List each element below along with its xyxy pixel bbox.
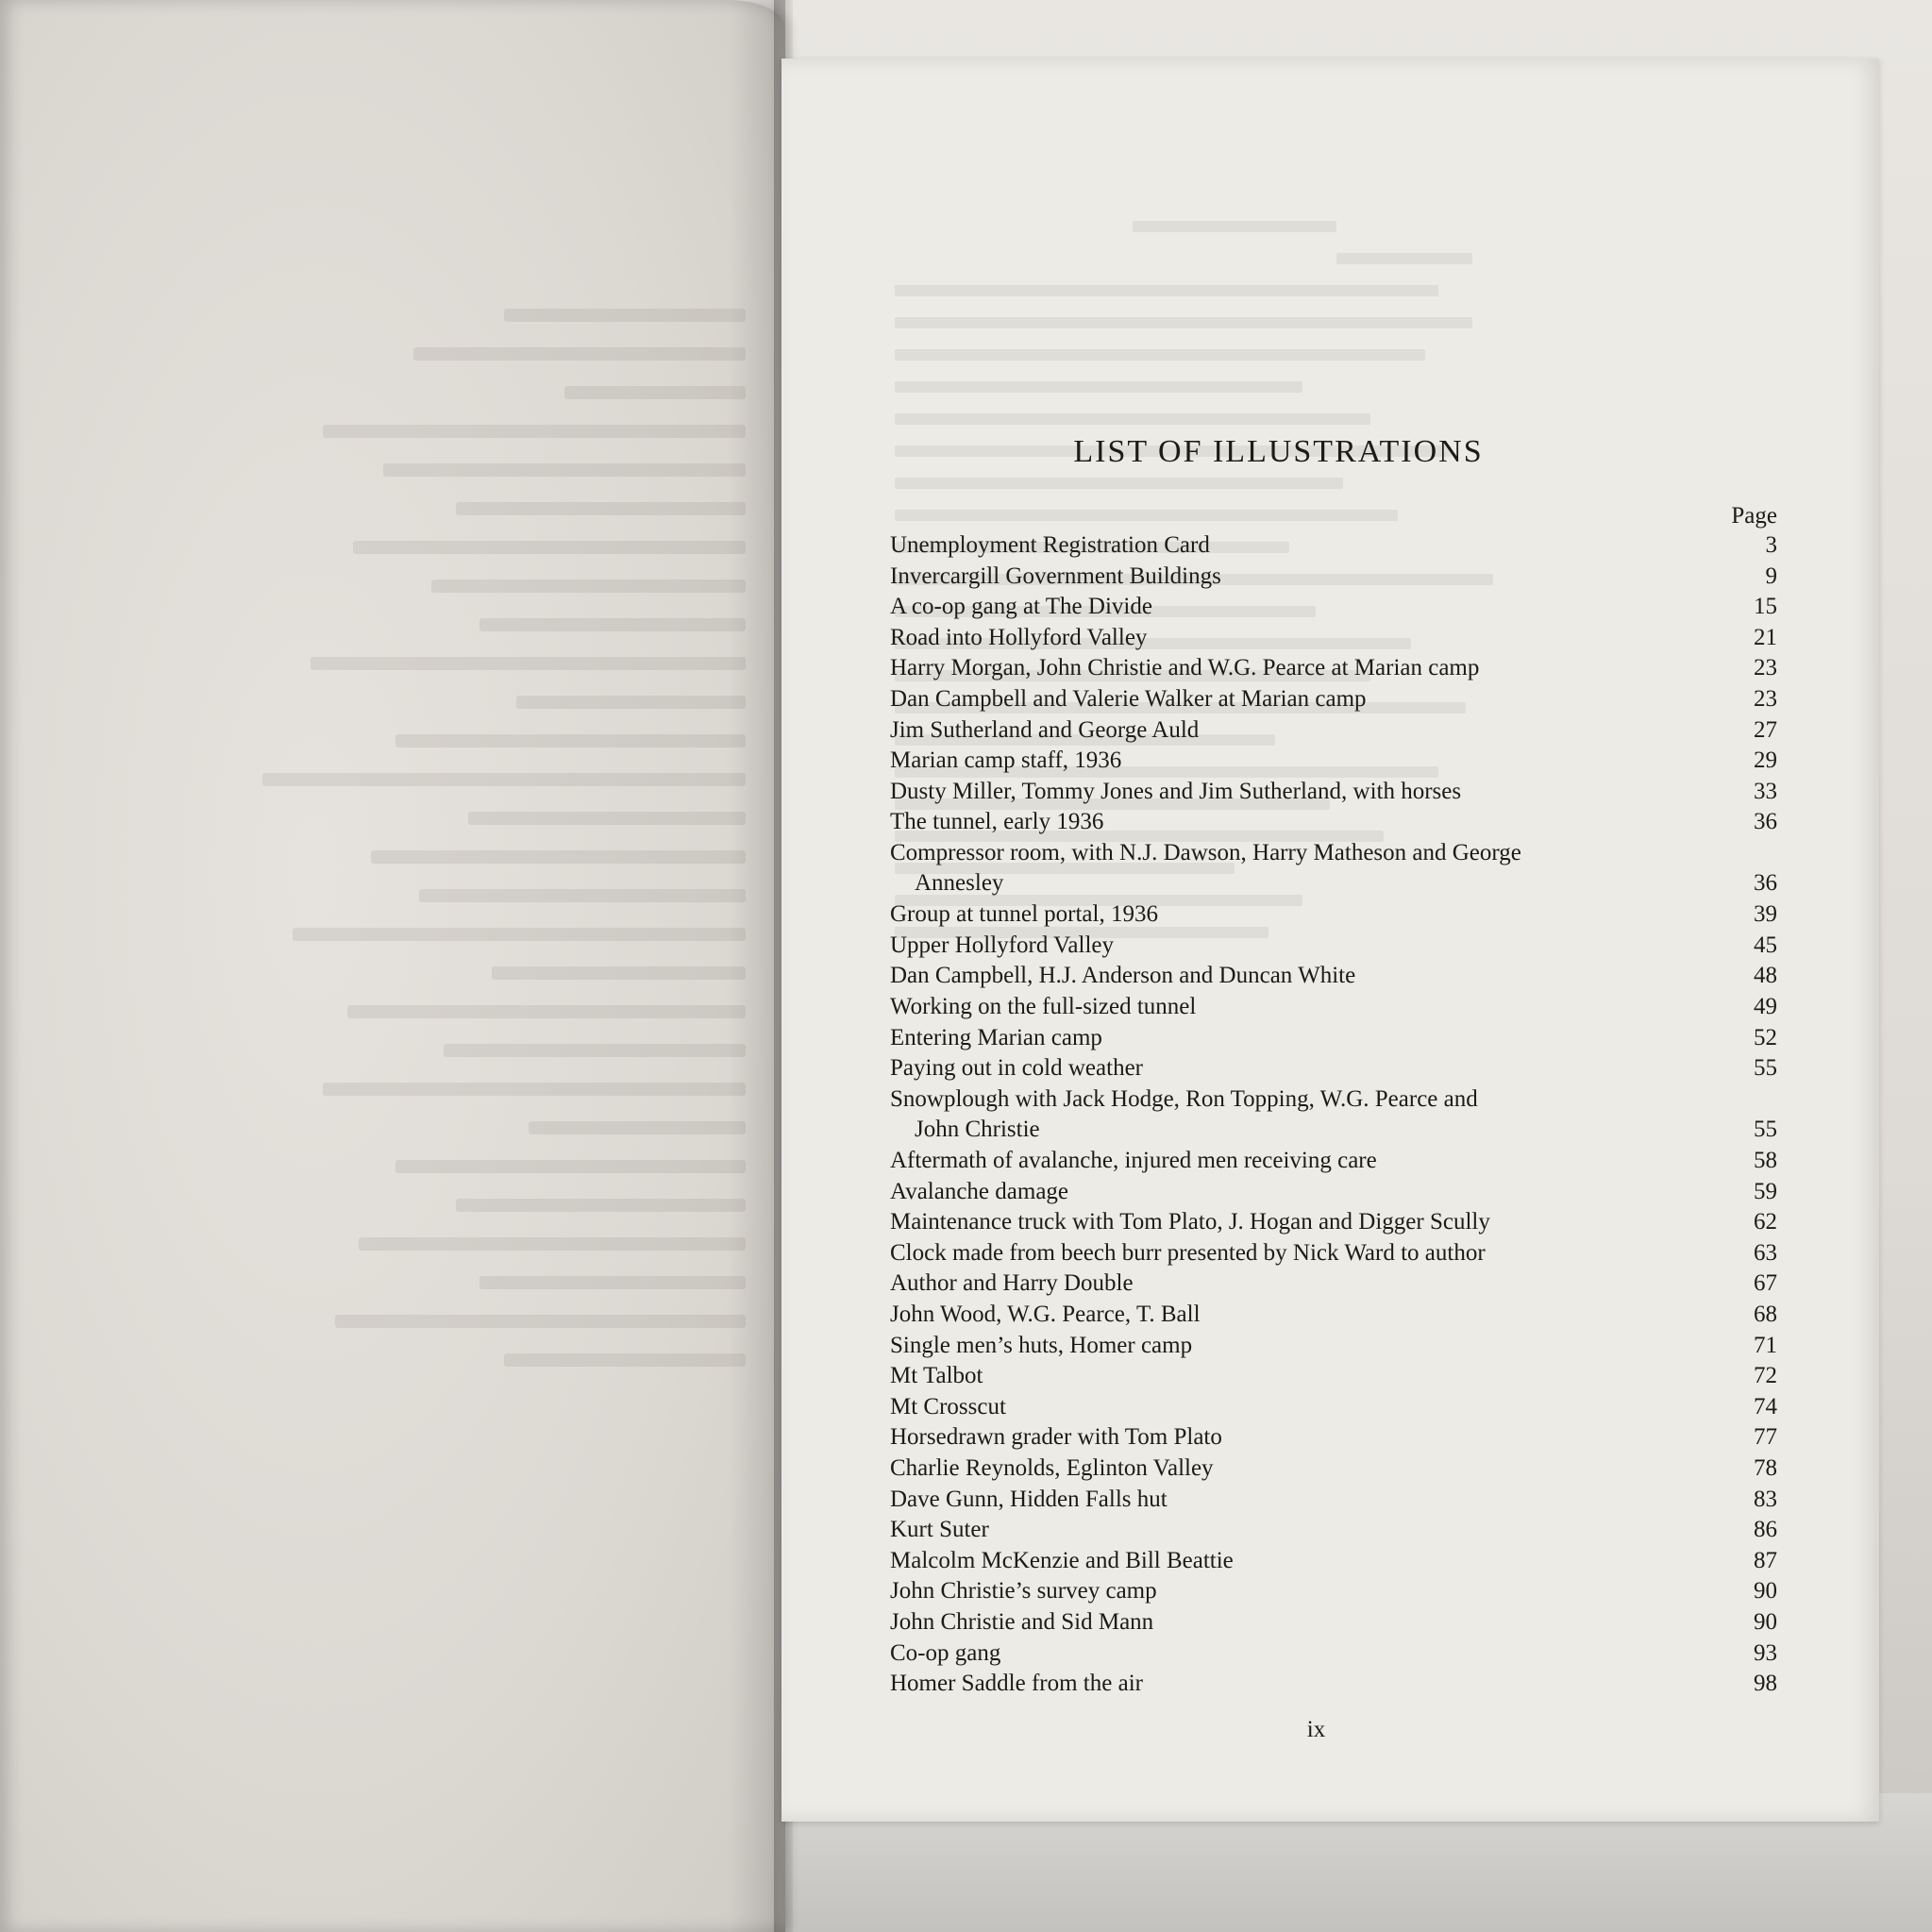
illustration-page-number: 39 (1754, 901, 1777, 928)
list-item (890, 746, 1777, 776)
illustration-title: John Christie and Sid Mann (890, 1609, 1154, 1635)
illustration-page-number: 83 (1754, 1486, 1777, 1512)
page-column-header: Page (1731, 503, 1777, 529)
list-item (890, 1515, 1777, 1545)
list-item (890, 1238, 1777, 1268)
list-item (890, 623, 1777, 653)
illustration-page-number: 78 (1754, 1455, 1777, 1481)
page-number-text: ix (1306, 1717, 1326, 1742)
illustration-title: Paying out in cold weather (890, 1055, 1143, 1082)
illustration-title: Marian camp staff, 1936 (890, 748, 1122, 774)
list-item (890, 592, 1777, 622)
illustration-title: A co-op gang at The Divide (890, 594, 1152, 620)
illustration-page-number: 3 (1765, 532, 1777, 558)
illustration-page-number: 49 (1754, 994, 1777, 1019)
illustration-page-number: 98 (1754, 1671, 1777, 1697)
illustration-title: Kurt Suter (890, 1517, 989, 1543)
left-page (0, 0, 785, 1932)
list-item (890, 1331, 1777, 1361)
illustration-page-number: 36 (1754, 809, 1777, 835)
list-item (890, 1053, 1777, 1084)
list-item (890, 1146, 1777, 1176)
illustration-page-number: 55 (1754, 1116, 1777, 1142)
illustration-title: Avalanche damage (890, 1178, 1069, 1204)
illustration-page-number: 62 (1754, 1209, 1777, 1235)
illustration-title: Harry Morgan, John Christie and W.G. Pearce at Marian camp (890, 655, 1480, 681)
illustration-page-number: 52 (1754, 1024, 1777, 1050)
illustration-page-number: 68 (1754, 1302, 1777, 1327)
illustration-title: Aftermath of avalanche, injured men receiving care (890, 1148, 1377, 1173)
illustration-page-number: 9 (1765, 563, 1777, 589)
right-page (781, 59, 1879, 1822)
illustration-title: John Christie’s survey camp (890, 1578, 1157, 1604)
illustration-title: Malcolm McKenzie and Bill Beattie (890, 1547, 1234, 1573)
list-item (890, 807, 1777, 837)
illustration-title: The tunnel, early 1936 (890, 809, 1104, 835)
illustration-page-number: 93 (1754, 1639, 1777, 1666)
page-title (781, 434, 1879, 470)
illustration-page-number: 90 (1754, 1578, 1777, 1604)
list-item (890, 1485, 1777, 1515)
illustration-page-number: 90 (1754, 1609, 1777, 1635)
illustration-page-number: 59 (1754, 1178, 1777, 1204)
illustration-title: Mt Crosscut (890, 1393, 1006, 1420)
page-title-text: LIST OF ILLUSTRATIONS (1073, 434, 1484, 469)
list-item (890, 562, 1777, 592)
illustration-title: Upper Hollyford Valley (890, 932, 1114, 958)
illustration-page-number: 67 (1754, 1270, 1777, 1297)
list-item (890, 1392, 1777, 1422)
list-item (890, 1361, 1777, 1391)
illustration-title: Snowplough with Jack Hodge, Ron Topping, W.G. Pearce and (890, 1085, 1478, 1112)
illustration-page-number: 48 (1754, 963, 1777, 989)
illustration-page-number: 27 (1754, 716, 1777, 743)
illustration-page-number: 33 (1754, 778, 1777, 804)
list-item (890, 838, 1777, 899)
list-item (890, 1607, 1777, 1638)
illustration-title: Author and Harry Double (890, 1270, 1134, 1297)
illustration-title: Entering Marian camp (890, 1024, 1102, 1050)
list-item (890, 653, 1777, 683)
list-item (890, 961, 1777, 991)
illustration-title: Single men’s huts, Homer camp (890, 1332, 1193, 1358)
illustration-page-number: 45 (1754, 932, 1777, 958)
illustration-title: Mt Talbot (890, 1363, 983, 1389)
list-item (890, 777, 1777, 807)
list-item (890, 1207, 1777, 1237)
illustration-title: Charlie Reynolds, Eglinton Valley (890, 1455, 1214, 1481)
illustration-title: Maintenance truck with Tom Plato, J. Hogan and Digger Scully (890, 1209, 1490, 1235)
illustration-title-continued: John Christie (915, 1116, 1040, 1142)
illustration-page-number: 29 (1754, 748, 1777, 774)
illustration-title: Road into Hollyford Valley (890, 624, 1148, 650)
illustration-page-number: 86 (1754, 1517, 1777, 1543)
illustration-page-number: 63 (1754, 1239, 1777, 1266)
illustration-title: John Wood, W.G. Pearce, T. Ball (890, 1302, 1201, 1327)
illustration-title: Clock made from beech burr presented by Nick Ward to author (890, 1239, 1486, 1266)
illustration-page-number: 72 (1754, 1363, 1777, 1389)
illustration-page-number: 23 (1754, 655, 1777, 681)
illustration-title: Horsedrawn grader with Tom Plato (890, 1424, 1222, 1451)
list-item (890, 992, 1777, 1022)
illustration-title: Jim Sutherland and George Auld (890, 716, 1200, 743)
illustration-title: Homer Saddle from the air (890, 1671, 1143, 1697)
illustration-title: Working on the full-sized tunnel (890, 994, 1197, 1019)
list-item (890, 1638, 1777, 1669)
list-item (890, 1669, 1777, 1699)
list-item (890, 1177, 1777, 1207)
illustration-title: Compressor room, with N.J. Dawson, Harry Matheson and George (890, 840, 1521, 865)
list-item (890, 1084, 1777, 1145)
list-item (890, 1546, 1777, 1576)
list-item (890, 1268, 1777, 1299)
list-item (890, 899, 1777, 930)
illustration-title-continued: Annesley (915, 870, 1004, 896)
list-item (890, 1300, 1777, 1330)
list-item (890, 1422, 1777, 1453)
illustration-title: Invercargill Government Buildings (890, 563, 1221, 589)
list-item (890, 1453, 1777, 1484)
list-item (890, 684, 1777, 714)
illustration-page-number: 77 (1754, 1424, 1777, 1451)
illustration-page-number: 21 (1754, 624, 1777, 650)
illustration-page-number: 36 (1754, 870, 1777, 896)
illustration-page-number: 71 (1754, 1332, 1777, 1358)
list-item (890, 1576, 1777, 1606)
show-through-text (142, 283, 746, 1793)
illustration-title: Dan Campbell, H.J. Anderson and Duncan White (890, 963, 1356, 989)
illustration-page-number: 74 (1754, 1393, 1777, 1420)
illustration-title: Dan Campbell and Valerie Walker at Marian camp (890, 686, 1367, 712)
illustration-title: Dave Gunn, Hidden Falls hut (890, 1486, 1168, 1512)
illustration-title: Unemployment Registration Card (890, 532, 1210, 558)
illustration-title: Co-op gang (890, 1639, 1001, 1666)
illustration-title: Dusty Miller, Tommy Jones and Jim Sutherland, with horses (890, 778, 1462, 804)
illustration-page-number: 58 (1754, 1148, 1777, 1173)
illustration-page-number: 23 (1754, 686, 1777, 712)
illustration-page-number: 55 (1754, 1055, 1777, 1082)
list-item (890, 931, 1777, 961)
illustration-page-number: 15 (1754, 594, 1777, 620)
illustration-title: Group at tunnel portal, 1936 (890, 901, 1158, 928)
list-item (890, 1023, 1777, 1053)
list-item (890, 530, 1777, 561)
page-number (781, 1717, 1879, 1743)
list-item (890, 715, 1777, 746)
illustration-page-number: 87 (1754, 1547, 1777, 1573)
